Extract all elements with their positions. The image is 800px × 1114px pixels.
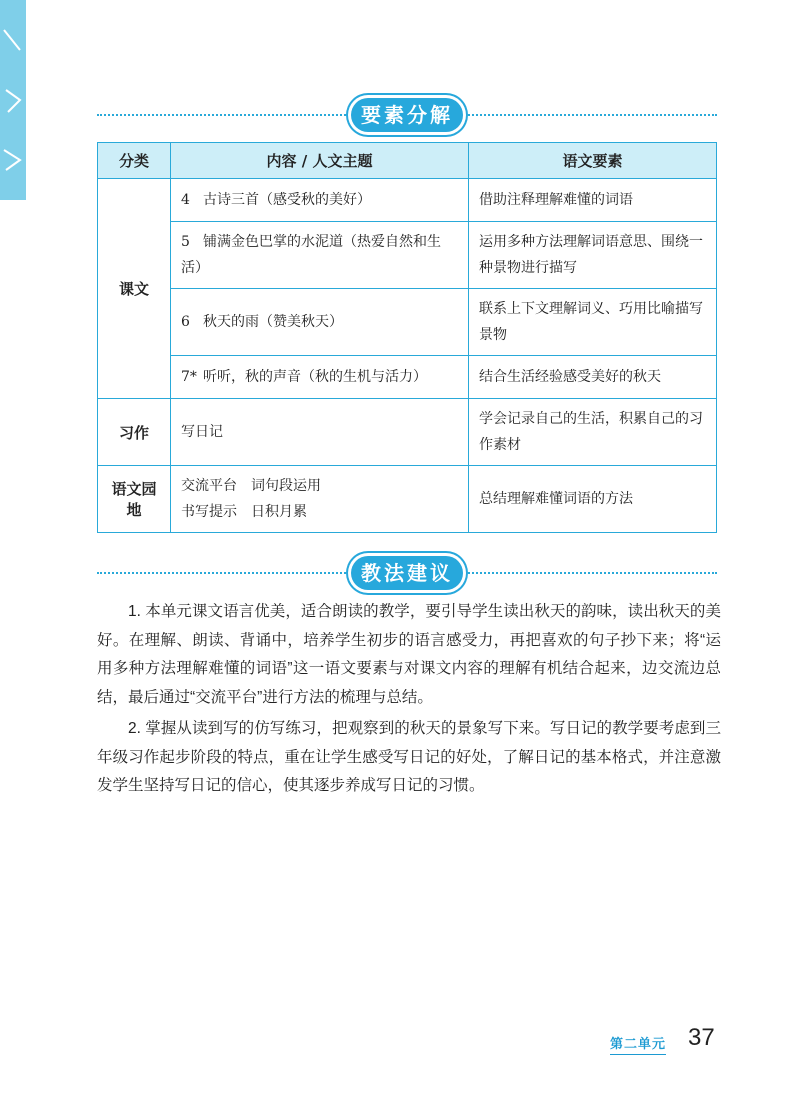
- lesson-content: 听听，秋的声音（秋的生机与活力）: [203, 369, 427, 385]
- category-xizuo: 习作: [98, 399, 171, 466]
- table-row: [98, 289, 717, 356]
- side-tab-decoration: [0, 0, 26, 200]
- footer-unit-label: 第二单元: [610, 1033, 666, 1055]
- yuandi-line: 交流平台 词句段运用: [181, 478, 321, 494]
- content-cell: [171, 466, 469, 533]
- section-title: 要素分解: [351, 98, 463, 132]
- table-header-row: [98, 143, 717, 179]
- content-cell: [171, 179, 469, 222]
- header-content: 内容 / 人文主题: [171, 143, 469, 179]
- yuandi-line: 书写提示 日积月累: [181, 504, 307, 520]
- table-row: [98, 222, 717, 289]
- content-cell: [171, 356, 469, 399]
- header-requirement: 语文要素: [469, 143, 717, 179]
- lesson-number: 6: [181, 314, 190, 330]
- category-yuandi: 语文园地: [98, 466, 171, 533]
- paragraph: 2. 掌握从读到写的仿写练习，把观察到的秋天的景象写下来。写日记的教学要考虑到三年级习作起步阶段的特点，重在让学生感受写日记的好处，了解日记的基本格式，并注意激发学生坚持写日记的信心，使其逐步养成写日记的习惯。: [97, 720, 721, 794]
- table-row: [98, 356, 717, 399]
- paragraph: 1. 本单元课文语言优美，适合朗读的教学，要引导学生读出秋天的韵味，读出秋天的美好。在理解、朗读、背诵中，培养学生初步的语言感受力，再把喜欢的句子抄下来；将“运用多种方法理解难懂的词语”这一语文要素与对课文内容的理解有机结合起来，边交流边总结，最后通过“交流平台”进行方法的梳理与总结。: [97, 603, 721, 706]
- table-row: [98, 399, 717, 466]
- page-number: 37: [688, 1024, 715, 1051]
- requirement-cell: 联系上下文理解词义、巧用比喻描写景物: [469, 289, 717, 356]
- elements-table: [97, 142, 717, 533]
- table-row: [98, 466, 717, 533]
- requirement-cell: 借助注释理解难懂的词语: [469, 179, 717, 222]
- content-cell: [171, 222, 469, 289]
- side-tab-glyph-icon: [0, 0, 26, 200]
- header-category: 分类: [98, 143, 171, 179]
- teaching-suggestions: [97, 598, 721, 804]
- requirement-cell: 学会记录自己的生活，积累自己的习作素材: [469, 399, 717, 466]
- lesson-number: 4: [181, 192, 190, 208]
- lesson-content: 铺满金色巴掌的水泥道（热爱自然和生活）: [181, 234, 441, 276]
- requirement-cell: 总结理解难懂词语的方法: [469, 466, 717, 533]
- lesson-number: 7*: [181, 369, 197, 385]
- section-header-teaching: [97, 556, 717, 590]
- lesson-number: 5: [181, 234, 190, 250]
- category-kewen: 课文: [98, 179, 171, 399]
- section-title: 教法建议: [351, 556, 463, 590]
- section-header-elements: [97, 98, 717, 132]
- lesson-content: 秋天的雨（赞美秋天）: [203, 314, 343, 330]
- requirement-cell: 运用多种方法理解词语意思、围绕一种景物进行描写: [469, 222, 717, 289]
- table-row: [98, 179, 717, 222]
- content-cell: 写日记: [171, 399, 469, 466]
- requirement-cell: 结合生活经验感受美好的秋天: [469, 356, 717, 399]
- content-cell: [171, 289, 469, 356]
- lesson-content: 古诗三首（感受秋的美好）: [203, 192, 371, 208]
